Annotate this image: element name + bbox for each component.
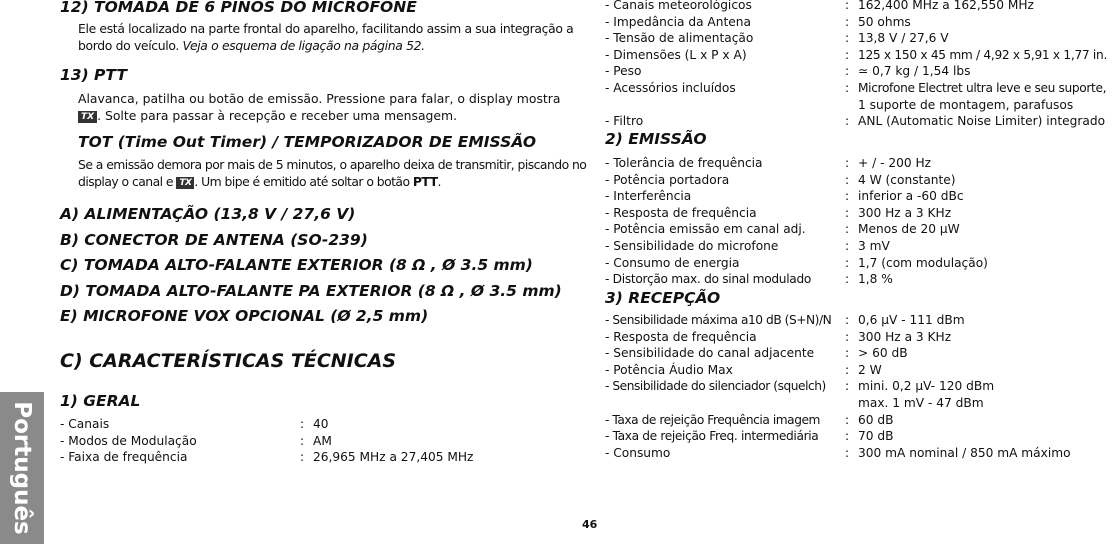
- section-a-title: A) ALIMENTAÇÃO (13,8 V / 27,6 V): [60, 205, 356, 223]
- spec-colon: :: [845, 272, 850, 287]
- spec-colon: :: [845, 362, 850, 377]
- spec-row: [60, 433, 560, 450]
- spec-colon: :: [845, 80, 850, 95]
- spec-value: Menos de 20 µW: [858, 222, 960, 237]
- spec-value: + / - 200 Hz: [858, 156, 932, 170]
- spec-row: [60, 416, 560, 433]
- spec-value: 40: [313, 417, 329, 431]
- spec-label: - Modos de Modulação: [60, 433, 197, 448]
- spec-row: [605, 255, 1117, 272]
- spec-label: - Interferência: [605, 189, 692, 204]
- spec-label: - Canais meteorológicos: [605, 0, 752, 12]
- spec-value: 162,400 MHz a 162,550 MHz: [858, 0, 1034, 12]
- spec-label: - Distorção max. do sinal modulado: [605, 272, 812, 287]
- spec-value: mini. 0,2 µV- 120 dBm: [858, 379, 995, 394]
- spec-row: [60, 449, 560, 466]
- spec-value: inferior a -60 dBc: [858, 189, 964, 204]
- spec-label: - Consumo de energia: [605, 255, 740, 270]
- tot-end: .: [437, 174, 441, 189]
- spec-colon: :: [845, 172, 850, 187]
- spec-label: - Potência emissão em canal adj.: [605, 222, 806, 237]
- spec-colon: :: [845, 114, 850, 129]
- spec-colon: :: [845, 205, 850, 220]
- spec-row: [605, 188, 1117, 205]
- spec-value: 1,8 %: [858, 272, 893, 287]
- page-number: 46: [582, 518, 598, 531]
- spec-value: 50 ohms: [858, 14, 911, 29]
- section-12-body: Ele está localizado na parte frontal do aparelho, facilitando assim a sua integração a bordo do veículo.: [78, 21, 574, 53]
- section-b-title: B) CONECTOR DE ANTENA (SO-239): [60, 231, 368, 249]
- general-spec-list: [60, 416, 560, 466]
- spec-label: - Resposta de frequência: [605, 329, 757, 344]
- spec-colon: :: [845, 156, 850, 170]
- spec-value: Microfone Electret ultra leve e seu suporte,: [858, 80, 1107, 95]
- emission-title: 2) EMISSÃO: [605, 130, 707, 148]
- emission-spec-list: [605, 155, 1117, 288]
- spec-row: [605, 172, 1117, 189]
- spec-colon: :: [845, 238, 850, 253]
- spec-colon: :: [845, 31, 850, 46]
- spec-row: [605, 362, 1117, 379]
- spec-label: - Sensibilidade máxima a10 dB (S+N)/N: [605, 313, 832, 327]
- spec-colon: :: [845, 379, 850, 394]
- section-13-body-b: . Solte para passar à recepção e receber uma mensagem.: [97, 108, 458, 123]
- spec-value: 26,965 MHz a 27,405 MHz: [313, 450, 474, 465]
- spec-colon: :: [845, 313, 850, 327]
- spec-value: ≃ 0,7 kg / 1,54 lbs: [858, 64, 971, 79]
- spec-row: [605, 271, 1117, 288]
- section-13-title: 13) PTT: [60, 66, 127, 84]
- spec-label: - Sensibilidade do microfone: [605, 238, 779, 253]
- spec-value: 2 W: [858, 362, 882, 377]
- spec-row: [605, 30, 1117, 47]
- spec-row: [605, 14, 1117, 31]
- spec-label: - Resposta de frequência: [605, 205, 757, 220]
- spec-colon: :: [845, 14, 850, 29]
- spec-row: [605, 113, 1117, 130]
- spec-row: [605, 80, 1117, 113]
- spec-label: - Potência portadora: [605, 172, 730, 187]
- spec-value: ANL (Automatic Noise Limiter) integrado: [858, 114, 1106, 129]
- spec-value: 1,7 (com modulação): [858, 255, 988, 270]
- language-label: Português: [9, 401, 35, 535]
- section-12-reference: Veja o esquema de ligação na página 52.: [182, 38, 425, 53]
- spec-label: - Taxa de rejeição Freq. intermediária: [605, 429, 819, 444]
- spec-label: - Peso: [605, 64, 642, 79]
- section-c-title: C) TOMADA ALTO-FALANTE EXTERIOR (8 Ω , Ø 3.5 mm): [60, 256, 533, 274]
- spec-label: - Potência Áudio Max: [605, 362, 733, 377]
- tot-ptt-bold: PTT: [412, 174, 438, 189]
- section-e-title: E) MICROFONE VOX OPCIONAL (Ø 2,5 mm): [60, 307, 429, 325]
- spec-label: - Consumo: [605, 445, 671, 460]
- spec-colon: :: [300, 433, 305, 448]
- tot-body-a: Se a emissão demora por mais de 5 minutos, o aparelho deixa de transmitir, piscando no display o canal e: [78, 157, 587, 189]
- spec-row: [605, 63, 1117, 80]
- spec-value: AM: [313, 433, 332, 448]
- section-12-text: [78, 20, 578, 54]
- spec-colon: :: [845, 329, 850, 344]
- general-spec-list-continued: [605, 0, 1117, 130]
- section-12-title: 12) TOMADA DE 6 PINOS DO MICROFONE: [60, 0, 417, 16]
- spec-colon: :: [300, 417, 305, 431]
- spec-value: 13,8 V / 27,6 V: [858, 31, 949, 46]
- tot-title: TOT (Time Out Timer) / TEMPORIZADOR DE EMISSÃO: [78, 133, 537, 151]
- spec-colon: :: [845, 189, 850, 204]
- tx-indicator-icon: TX: [78, 111, 97, 123]
- spec-row: [605, 155, 1117, 172]
- spec-value: 0,6 µV - 111 dBm: [858, 313, 965, 327]
- reception-title: 3) RECEPÇÃO: [605, 289, 721, 307]
- spec-label: - Filtro: [605, 114, 644, 129]
- language-side-tab: [0, 392, 44, 544]
- spec-value: 70 dB: [858, 429, 894, 444]
- spec-colon: :: [300, 450, 305, 465]
- spec-label: - Faixa de frequência: [60, 450, 188, 465]
- spec-row: [605, 0, 1117, 14]
- spec-value: 60 dB: [858, 412, 894, 427]
- spec-row: [605, 312, 1117, 329]
- spec-label: - Taxa de rejeição Frequência imagem: [605, 412, 820, 427]
- spec-colon: :: [845, 47, 850, 62]
- spec-row: [605, 329, 1117, 346]
- spec-colon: :: [845, 412, 850, 427]
- spec-colon: :: [845, 222, 850, 237]
- spec-colon: :: [845, 445, 850, 460]
- spec-value: 125 x 150 x 45 mm / 4,92 x 5,91 x 1,77 in.: [858, 47, 1108, 62]
- spec-colon: :: [845, 64, 850, 79]
- spec-colon: :: [845, 0, 850, 12]
- reception-spec-list: [605, 312, 1117, 461]
- section-13-body-a: Alavanca, patilha ou botão de emissão. Pressione para falar, o display mostra: [78, 91, 561, 106]
- spec-colon: :: [845, 346, 850, 361]
- spec-label: - Impedância da Antena: [605, 14, 751, 29]
- spec-value: 300 Hz a 3 KHz: [858, 329, 952, 344]
- spec-value-line2: max. 1 mV - 47 dBm: [858, 395, 984, 410]
- general-title: 1) GERAL: [60, 392, 141, 410]
- spec-value: 4 W (constante): [858, 172, 956, 187]
- tot-body-b: . Um bipe é emitido até soltar o botão: [194, 174, 410, 189]
- spec-row: [605, 345, 1117, 362]
- spec-value: 300 Hz a 3 KHz: [858, 205, 952, 220]
- spec-label: - Canais: [60, 417, 110, 431]
- spec-label: - Sensibilidade do silenciador (squelch): [605, 379, 826, 394]
- spec-row: [605, 47, 1117, 64]
- spec-label: - Sensibilidade do canal adjacente: [605, 346, 815, 361]
- spec-value: > 60 dB: [858, 346, 908, 361]
- tx-indicator-icon-2: TX: [176, 177, 194, 189]
- spec-row: [605, 378, 1117, 411]
- spec-row: [605, 221, 1117, 238]
- spec-row: [605, 205, 1117, 222]
- spec-value: 300 mA nominal / 850 mA máximo: [858, 445, 1071, 460]
- spec-row: [605, 445, 1117, 462]
- tot-text: [78, 156, 588, 190]
- spec-label: - Acessórios incluídos: [605, 80, 736, 95]
- spec-colon: :: [845, 429, 850, 444]
- section-13-text: [78, 90, 578, 124]
- spec-row: [605, 412, 1117, 429]
- spec-value-line2: 1 suporte de montagem, parafusos: [858, 97, 1074, 112]
- spec-value: 3 mV: [858, 238, 890, 253]
- spec-label: - Tolerância de frequência: [605, 156, 763, 170]
- spec-row: [605, 428, 1117, 445]
- spec-colon: :: [845, 255, 850, 270]
- spec-label: - Dimensões (L x P x A): [605, 47, 747, 62]
- technical-specs-title: C) CARACTERÍSTICAS TÉCNICAS: [60, 350, 397, 372]
- spec-row: [605, 238, 1117, 255]
- section-d-title: D) TOMADA ALTO-FALANTE PA EXTERIOR (8 Ω , Ø 3.5 mm): [60, 282, 562, 300]
- spec-label: - Tensão de alimentação: [605, 31, 754, 46]
